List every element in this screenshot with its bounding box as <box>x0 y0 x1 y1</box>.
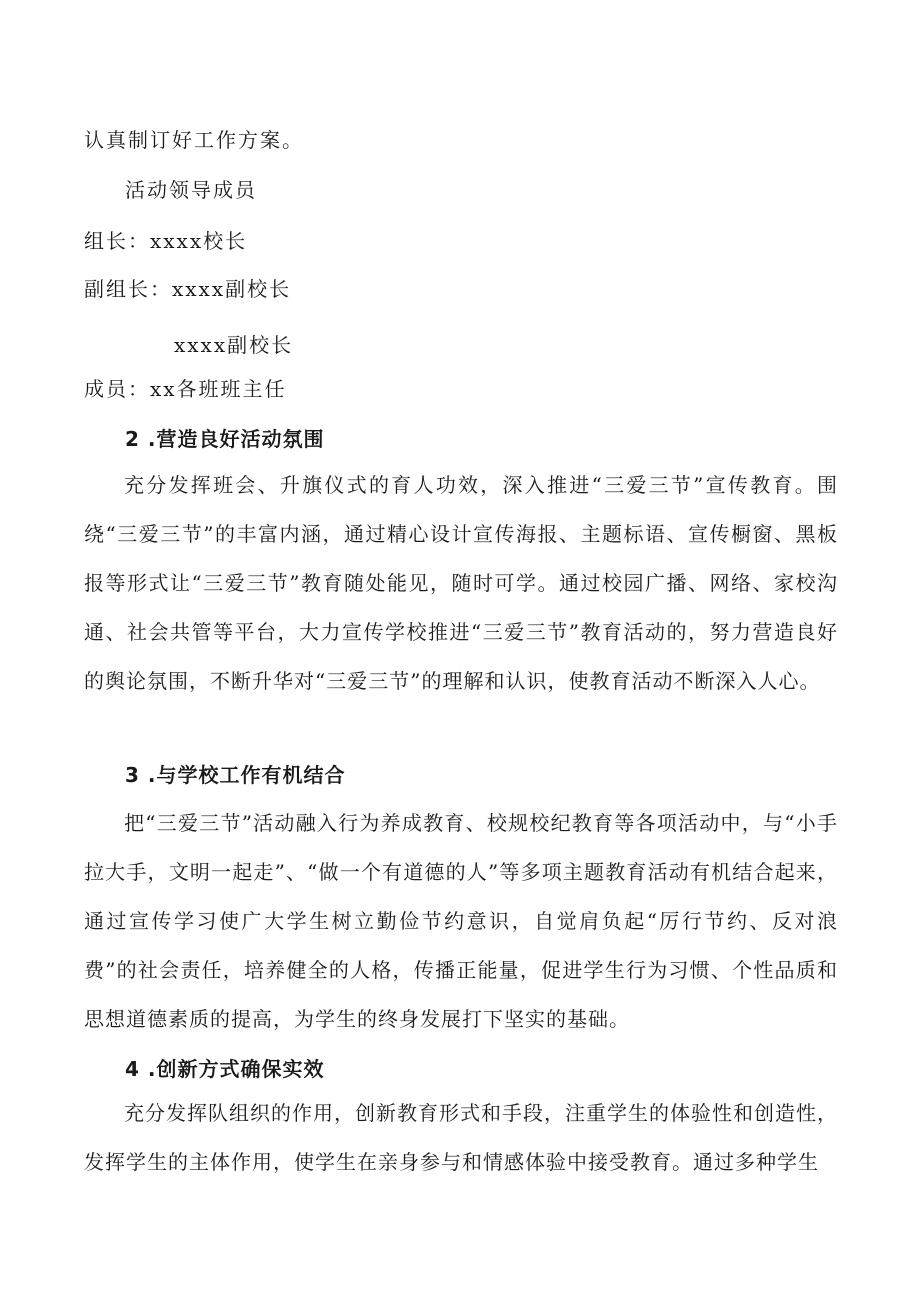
section-2-title: 2 .营造良好活动氛围 <box>125 427 325 451</box>
text-line-members: 成员：xx各班班主任 <box>84 377 287 401</box>
text-line-deputy-leader: 副组长：xxxx副校长 <box>84 277 292 301</box>
section-2-body: 充分发挥班会、升旗仪式的育人功效，深入推进“三爱三节”宣传教育。围绕“三爱三节”的丰富内涵，通过精心设计宣传海报、主题标语、宣传橱窗、黑板报等形式让“三爱三节”教育随处能见，随时可学。通过校园广播、网络、家校沟通、社会共管等平台，大力宣传学校推进“三爱三节”教育活动的，努力营造良好的舆论氛围，不断升华对“三爱三节”的理解和认识，使教育活动不断深入人心。 <box>84 473 838 693</box>
section-3-body: 把“三爱三节”活动融入行为养成教育、校规校纪教育等各项活动中，与“小手拉大手，文明一起走”、“做一个有道德的人”等多项主题教育活动有机结合起来，通过宣传学习使广大学生树立勤俭节约意识，自觉肩负起“厉行节约、反对浪费”的社会责任，培养健全的人格，传播正能量，促进学生行为习惯、个性品质和思想道德素质的提高，为学生的终身发展打下坚实的基础。 <box>84 811 838 1031</box>
text-line-leadership: 活动领导成员 <box>125 178 257 202</box>
section-3-title: 3 .与学校工作有机结合 <box>125 763 346 787</box>
text-line-plan: 认真制订好工作方案。 <box>84 128 304 152</box>
section-4-body: 充分发挥队组织的作用，创新教育形式和手段，注重学生的体验性和创造性，发挥学生的主体作用，使学生在亲身参与和情感体验中接受教育。通过多种学生 <box>84 1101 838 1174</box>
section-4-title: 4 .创新方式确保实效 <box>125 1057 325 1081</box>
text-line-deputy-leader-2: xxxx副校长 <box>174 333 294 357</box>
text-line-leader: 组长：xxxx校长 <box>84 229 248 253</box>
